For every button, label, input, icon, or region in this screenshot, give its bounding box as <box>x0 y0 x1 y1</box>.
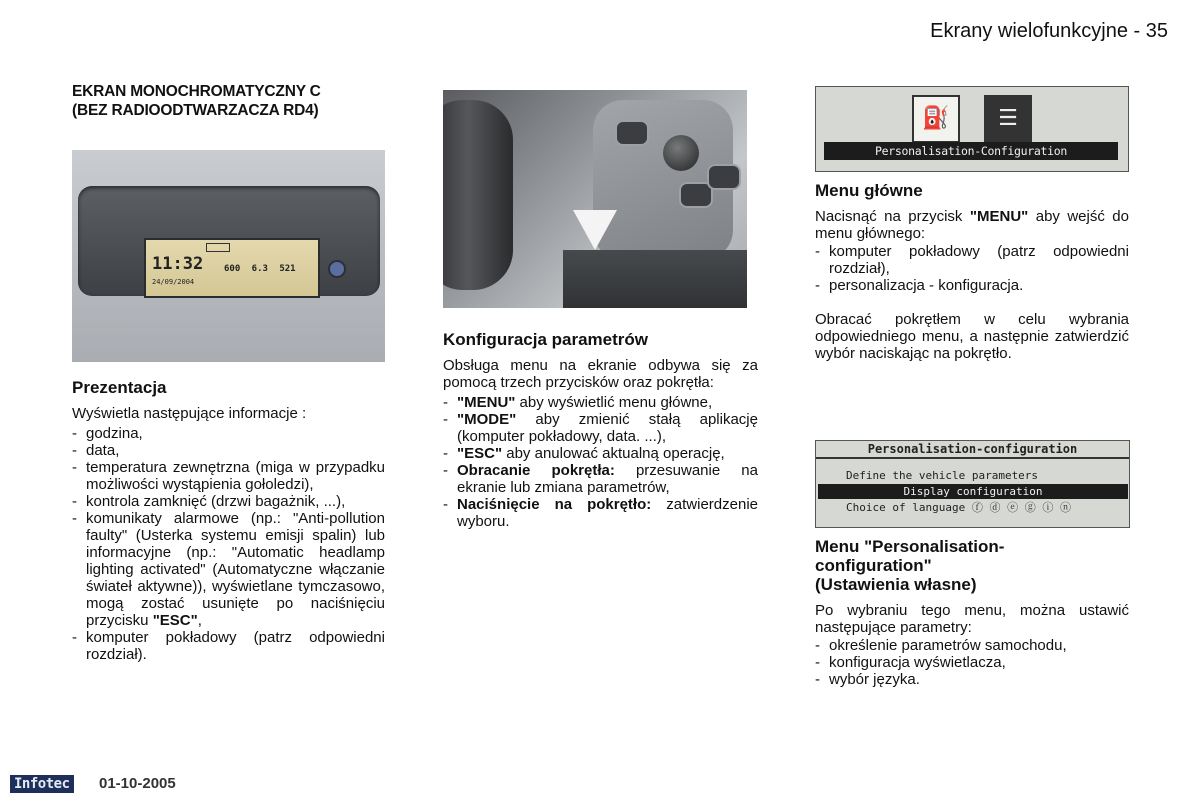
lcd-display <box>144 238 320 298</box>
config-intro: Obsługa menu na ekranie odbywa się za pomocą trzech przycisków oraz pokrętła: <box>443 357 758 391</box>
main-menu-block <box>815 181 1129 362</box>
list-item <box>72 510 385 629</box>
personalisation-intro: Po wybraniu tego menu, można ustawić następujące parametry: <box>815 602 1129 636</box>
item-key: Obracanie pokrętła: <box>457 462 615 479</box>
heading-line: Menu "Personalisation- <box>815 537 1005 556</box>
alarm-text: komunikaty alarmowe (np.: "Anti-pollution faulty" (Usterka systemu emisji spalin) lub informacyjne (np.: "Automatic headlamp lighting activated" (Automatyczne włączanie świateł aktywne)), wyświetlane tymczasowo, mogą zostać usunięte po naciśnięciu przycisku <box>86 510 385 629</box>
presentation-block <box>72 378 385 663</box>
config-list <box>443 394 758 530</box>
main-menu-screen <box>815 86 1129 172</box>
rotary-knob <box>663 135 699 171</box>
heading-line: configuration" <box>815 556 932 575</box>
item-key: "MENU" <box>457 394 516 411</box>
lcd-time: 11:32 <box>152 254 204 274</box>
heading-line: (Ustawienia własne) <box>815 575 977 594</box>
item-key: Naciśnięcie na pokrętło: <box>457 496 652 513</box>
screen-option-selected: Display configuration <box>818 484 1128 499</box>
main-menu-heading: Menu główne <box>815 181 923 200</box>
section-title-line2: (BEZ RADIOODTWARZACZA RD4) <box>72 102 319 119</box>
screen-title: Personalisation-configuration <box>816 441 1129 459</box>
list-item: - kontrola zamknięć (drzwi bagażnik, ...), <box>72 493 385 510</box>
menu-button-shape <box>615 120 649 146</box>
main-menu-text <box>815 208 1129 242</box>
menu-key: "MENU" <box>969 208 1029 225</box>
section-title-line1: EKRAN MONOCHROMATYCZNY C <box>72 83 321 100</box>
list-item <box>443 462 758 496</box>
console-controls-photo <box>443 90 747 308</box>
display-knob <box>328 260 346 278</box>
screen-option: Define the vehicle parameters <box>846 469 1039 482</box>
list-item: - określenie parametrów samochodu, <box>815 637 1129 654</box>
item-text: aby wyświetlić menu główne, <box>515 394 713 411</box>
list-item: - komputer pokładowy (patrz odpowiedni rozdział). <box>72 629 385 663</box>
main-menu-list <box>815 243 1129 294</box>
list-item: - personalizacja - konfiguracja. <box>815 277 1129 294</box>
section-title <box>72 82 321 120</box>
personalisation-list <box>815 637 1129 688</box>
list-item <box>443 394 758 411</box>
list-item <box>443 411 758 445</box>
list-item: - wybór języka. <box>815 671 1129 688</box>
presentation-heading: Prezentacja <box>72 378 167 397</box>
item-key: "MODE" <box>457 411 517 428</box>
item-text: aby zmienić stałą aplikację (komputer pokładowy, data. ...), <box>457 411 758 445</box>
esc-button-shape <box>707 164 741 190</box>
pointer-arrow <box>573 210 617 250</box>
dashboard-display-photo <box>72 150 385 362</box>
list-item: - temperatura zewnętrzna (miga w przypadku możliwości wystąpienia gołoledzi), <box>72 459 385 493</box>
item-text: zatwierdzenie wyboru. <box>457 496 758 530</box>
screen-option: Choice of language ⓕ ⓓ ⓔ ⓖ ⓘ ⓝ <box>846 501 1071 514</box>
presentation-list <box>72 425 385 663</box>
item-key: "ESC" <box>457 445 503 462</box>
personalisation-block <box>815 537 1129 688</box>
list-item <box>443 496 758 530</box>
footer-date: 01-10-2005 <box>99 775 176 792</box>
list-item: - data, <box>72 442 385 459</box>
fuel-pump-icon: ⛽ <box>912 95 960 143</box>
lcd-top-icon <box>206 243 230 252</box>
personalisation-heading <box>815 537 1129 594</box>
lcd-values: 600 6.3 521 <box>224 264 296 274</box>
item-text: aby anulować aktualną operację, <box>502 445 725 462</box>
list-item: - komputer pokładowy (patrz odpowiedni rozdział), <box>815 243 1129 277</box>
config-block <box>443 330 758 530</box>
text-part: aby wejść do menu głównego: <box>815 208 1129 242</box>
personalisation-screen <box>815 440 1130 528</box>
page-header: Ekrany wielofunkcyjne - 35 <box>930 20 1168 42</box>
lcd-date: 24/09/2004 <box>152 278 195 286</box>
infotec-logo: Infotec <box>10 775 74 793</box>
list-item <box>443 445 758 462</box>
console-tray <box>563 250 747 308</box>
presentation-intro: Wyświetla następujące informacje : <box>72 405 307 422</box>
list-item: - godzina, <box>72 425 385 442</box>
list-item: - konfiguracja wyświetlacza, <box>815 654 1129 671</box>
settings-sliders-icon: ☰ <box>984 95 1032 143</box>
alarm-end: , <box>197 612 202 629</box>
esc-label: "ESC" <box>152 612 198 629</box>
config-heading: Konfiguracja parametrów <box>443 330 648 349</box>
gear-boot <box>443 100 513 290</box>
screen-selected-label: Personalisation-Configuration <box>824 142 1118 160</box>
text-part: Nacisnąć na przycisk <box>815 208 970 225</box>
item-text: przesuwanie na ekranie lub zmiana parametrów, <box>457 462 758 496</box>
rotate-instruction: Obracać pokrętłem w celu wybrania odpowiedniego menu, a następnie zatwierdzić wybór naciskając na pokrętło. <box>815 311 1129 362</box>
